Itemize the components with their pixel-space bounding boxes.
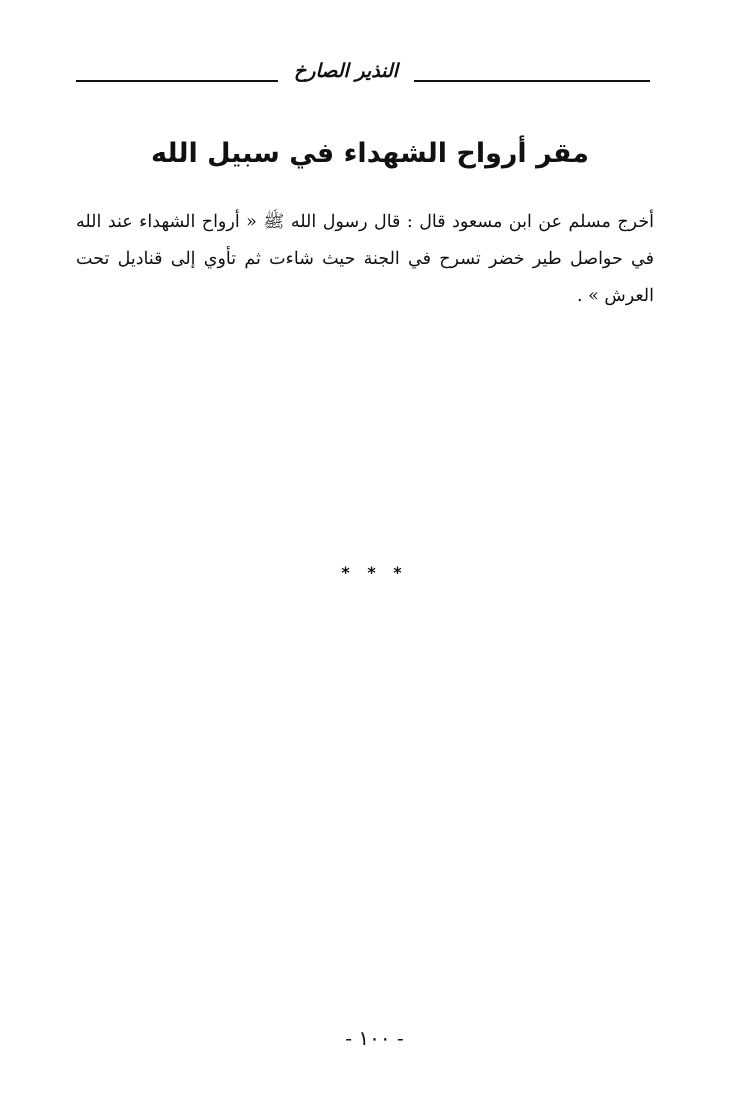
running-header <box>76 54 650 90</box>
section-separator: * * * <box>341 563 408 582</box>
body-paragraph: أخرج مسلم عن ابن مسعود قال : قال رسول الله ﷺ « أرواح الشهداء عند الله في حواصل طير خضر تسرح في الجنة حيث شاءت ثم تأوي إلى قناديل تحت العرش » . <box>76 211 654 306</box>
header-rule-left <box>76 80 278 82</box>
header-rule-right <box>414 80 650 82</box>
page-number: - ١٠٠ - <box>345 1026 404 1050</box>
section-heading: مقر أرواح الشهداء في سبيل الله <box>150 138 590 169</box>
running-header-title: النذير الصارخ <box>294 60 398 82</box>
